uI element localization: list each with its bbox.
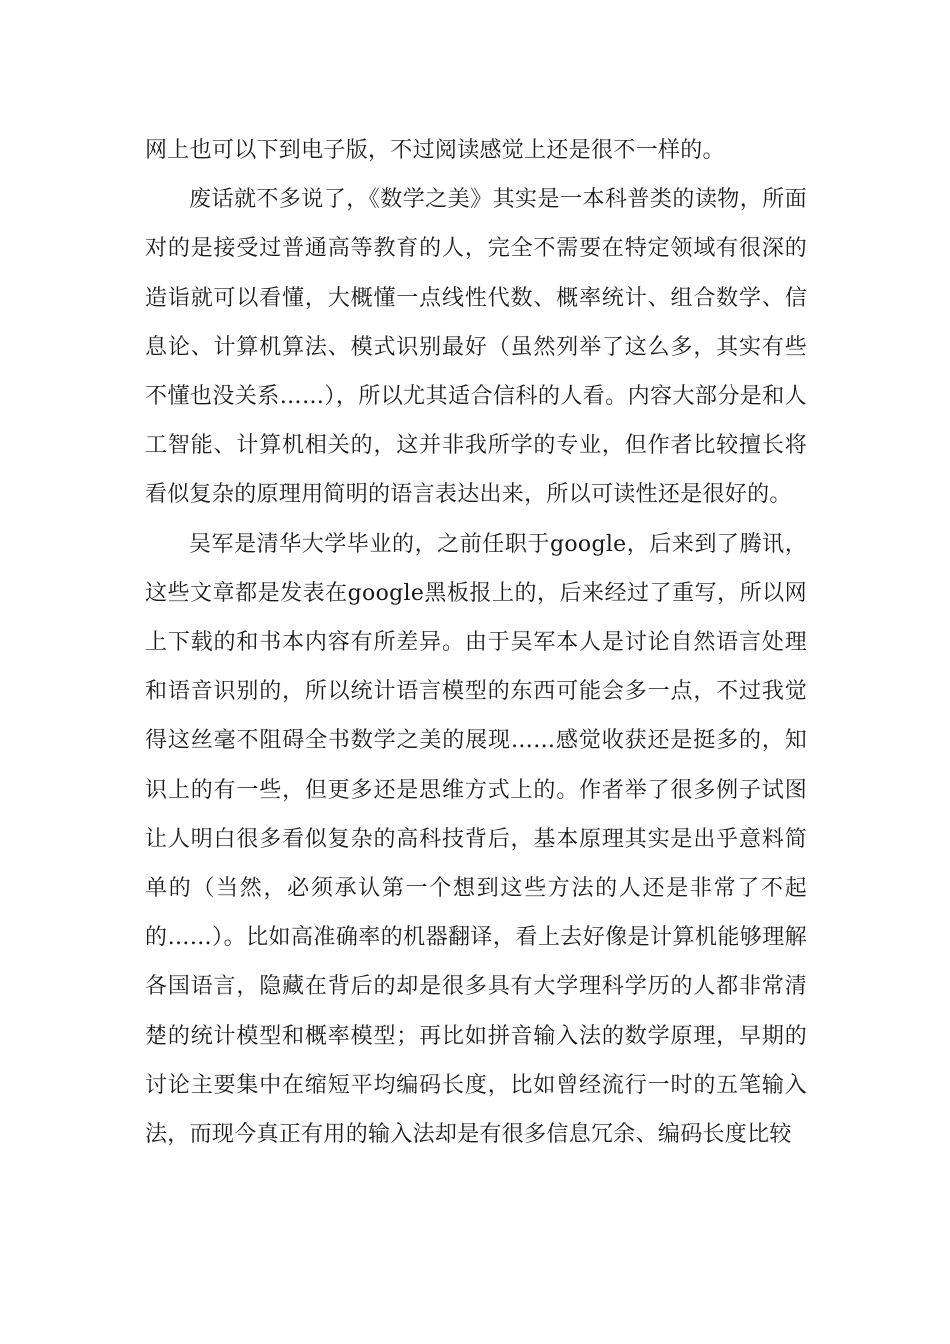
- paragraph-book-intro: 废话就不多说了，《数学之美》其实是一本科普类的读物，所面对的是接受过普通高等教育的人，完全不需要在特定领域有很深的造诣就可以看懂，大概懂一点线性代数、概率统计、组合数学、信息论、计算机算法、模式识别最好（虽然列举了这么多，其实有些不懂也没关系……），所以尤其适合信科的人看。内容大部分是和人工智能、计算机相关的，这并非我所学的专业，但作者比较擅长将看似复杂的原理用简明的语言表达出来，所以可读性还是很好的。: [145, 187, 807, 508]
- paragraph-continuation: 网上也可以下到电子版，不过阅读感觉上还是很不一样的。: [145, 138, 725, 163]
- document-body: [145, 126, 807, 1159]
- paragraph-author: 吴军是清华大学毕业的，之前任职于google，后来到了腾讯，这些文章都是发表在google黑板报上的，后来经过了重写，所以网上下载的和书本内容有所差异。由于吴军本人是讨论自然语言处理和语音识别的，所以统计语言模型的东西可能会多一点，不过我觉得这丝毫不阻碍全书数学之美的展现……感觉收获还是挺多的，知识上的有一些，但更多还是思维方式上的。作者举了很多例子试图让人明白很多看似复杂的高科技背后，基本原理其实是出乎意料简单的（当然，必须承认第一个想到这些方法的人还是非常了不起的……）。比如高准确率的机器翻译，看上去好像是计算机能够理解各国语言，隐藏在背后的却是很多具有大学理科学历的人都非常清楚的统计模型和概率模型；再比如拼音输入法的数学原理，早期的讨论主要集中在缩短平均编码长度，比如曾经流行一时的五笔输入法，而现今真正有用的输入法却是有很多信息冗余、编码长度比较: [145, 531, 807, 1148]
